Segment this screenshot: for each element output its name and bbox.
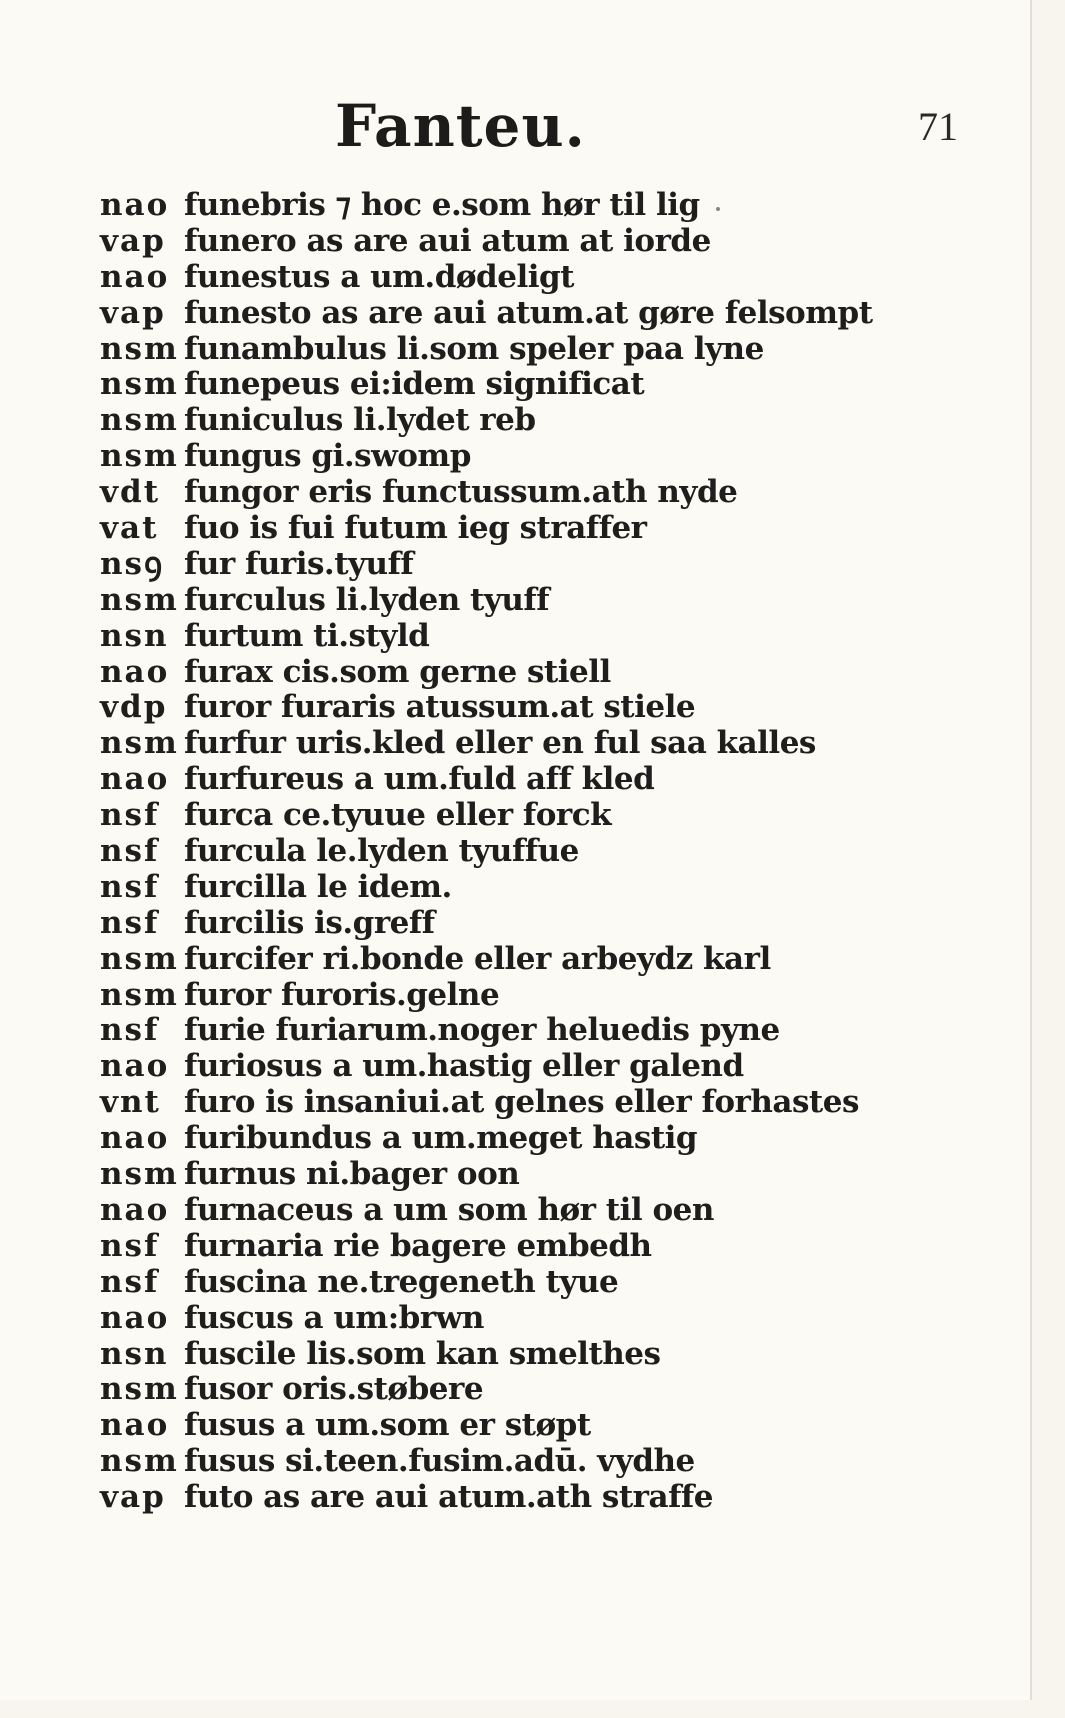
entry-text: furtum ti.styld	[184, 617, 430, 654]
grammar-code: vdp	[100, 689, 168, 726]
entry-text: furo is insaniui.at gelnes eller forhastes	[184, 1084, 859, 1121]
page-number: 71	[918, 104, 958, 149]
dictionary-entry	[100, 1121, 980, 1157]
grammar-code: nsf	[100, 868, 160, 905]
entry-text: furcifer ri.bonde eller arbeydz karl	[184, 940, 771, 977]
dictionary-entry	[100, 547, 980, 583]
entry-text: fungus gi.swomp	[184, 438, 471, 475]
grammar-code: nsm	[100, 330, 179, 367]
grammar-code: nao	[100, 1191, 170, 1228]
grammar-code: vap	[100, 1479, 166, 1516]
dictionary-entry	[100, 870, 980, 906]
entry-text: furie furiarum.noger heluedis pyne	[184, 1012, 780, 1049]
grammar-code: nsf	[100, 1012, 160, 1049]
grammar-code: vap	[100, 294, 166, 331]
grammar-code: nao	[100, 1299, 170, 1336]
entry-text: funestus a um.dødeligt	[184, 258, 575, 295]
dictionary-entry	[100, 403, 980, 439]
dictionary-entry	[100, 906, 980, 942]
grammar-code: nsm	[100, 1371, 179, 1408]
entry-text: furcula le.lyden tyuffue	[184, 833, 579, 870]
grammar-code: nao	[100, 653, 170, 690]
dictionary-entry	[100, 762, 980, 798]
grammar-code: nao	[100, 1120, 170, 1157]
grammar-code: nsf	[100, 1263, 160, 1300]
entry-text: funambulus li.som speler paa lyne	[184, 330, 764, 367]
dictionary-entry	[100, 1229, 980, 1265]
grammar-code: nsf	[100, 904, 160, 941]
dictionary-entry	[100, 655, 980, 691]
entry-text: furcilla le idem.	[184, 868, 452, 905]
grammar-code: vat	[100, 510, 159, 547]
grammar-code: nsn	[100, 1335, 169, 1372]
grammar-code: nao	[100, 258, 170, 295]
dictionary-entry	[100, 1193, 980, 1229]
grammar-code: nao	[100, 1048, 170, 1085]
dictionary-entry	[100, 798, 980, 834]
entry-text: funiculus li.lydet reb	[184, 402, 536, 439]
dictionary-entry	[100, 1157, 980, 1193]
grammar-code: nsf	[100, 833, 160, 870]
entry-text: funebris ⁊ hoc e.som hør til lig	[184, 187, 700, 223]
entry-text: fuscus a um:brwn	[184, 1299, 484, 1336]
grammar-code: nsm	[100, 366, 179, 403]
grammar-code: vnt	[100, 1084, 161, 1121]
dictionary-entry	[100, 1049, 980, 1085]
dictionary-entry	[100, 690, 980, 726]
entry-text: furnaceus a um som hør til oen	[184, 1191, 714, 1228]
entry-text: furculus li.lyden tyuff	[184, 581, 550, 618]
page-heading: Fanteu.	[335, 92, 586, 160]
entry-text: fusus si.teen.fusim.adū. vydhe	[184, 1443, 695, 1480]
dictionary-entry	[100, 834, 980, 870]
entry-text: furor furoris.gelne	[184, 976, 500, 1013]
entry-text: furiosus a um.hastig eller galend	[184, 1048, 744, 1085]
entry-text: funepeus ei:idem significat	[184, 366, 645, 403]
dictionary-entry	[100, 1085, 980, 1121]
dictionary-entry	[100, 726, 980, 762]
dictionary-entry	[100, 475, 980, 511]
entry-text: fuscile lis.som kan smelthes	[184, 1335, 661, 1372]
dictionary-entry	[100, 367, 980, 403]
dictionary-entry	[100, 511, 980, 547]
grammar-code: nsf	[100, 1227, 160, 1264]
dictionary-entry	[100, 332, 980, 368]
dictionary-entry	[100, 224, 980, 260]
entry-text: funero as are aui atum at iorde	[184, 222, 711, 259]
entry-text: fur furis.tyuff	[184, 545, 414, 582]
dictionary-entry	[100, 942, 980, 978]
dictionary-entry	[100, 260, 980, 296]
entry-text: furnaria rie bagere embedh	[184, 1227, 652, 1264]
entry-text: funesto as are aui atum.at gøre felsompt	[184, 294, 873, 331]
dictionary-entry	[100, 1265, 980, 1301]
grammar-code: nao	[100, 1407, 170, 1444]
grammar-code: nsm	[100, 402, 179, 439]
dictionary-entry	[100, 1372, 980, 1408]
entry-text: futo as are aui atum.ath straffe	[184, 1479, 713, 1516]
grammar-code: nsf	[100, 797, 160, 834]
dictionary-entry	[100, 439, 980, 475]
dictionary-entries	[100, 188, 980, 1516]
entry-text: furor furaris atussum.at stiele	[184, 689, 696, 726]
grammar-code: nsm	[100, 976, 179, 1013]
dictionary-entry	[100, 583, 980, 619]
grammar-code: vap	[100, 222, 166, 259]
dictionary-entry	[100, 1013, 980, 1049]
dictionary-entry	[100, 188, 980, 224]
dictionary-entry	[100, 619, 980, 655]
entry-text: fusus a um.som er støpt	[184, 1407, 591, 1444]
grammar-code: nsꝯ	[100, 545, 165, 582]
dictionary-entry	[100, 1301, 980, 1337]
grammar-code: nao	[100, 761, 170, 798]
grammar-code: nsm	[100, 1156, 179, 1193]
entry-text: fuscina ne.tregeneth tyue	[184, 1263, 619, 1300]
grammar-code: nsm	[100, 438, 179, 475]
entry-text: furfur uris.kled eller en ful saa kalles	[184, 725, 816, 762]
grammar-code: vdt	[100, 474, 161, 511]
grammar-code: nao	[100, 187, 170, 223]
grammar-code: nsm	[100, 581, 179, 618]
entry-text: furnus ni.bager oon	[184, 1156, 520, 1193]
entry-text: furax cis.som gerne stiell	[184, 653, 611, 690]
dictionary-entry	[100, 1408, 980, 1444]
entry-text: furca ce.tyuue eller forck	[184, 797, 612, 834]
grammar-code: nsm	[100, 940, 179, 977]
grammar-code: nsm	[100, 1443, 179, 1480]
dictionary-entry	[100, 1480, 980, 1516]
entry-text: fuo is fui futum ieg straffer	[184, 510, 647, 547]
entry-text: furfureus a um.fuld aff kled	[184, 761, 655, 798]
grammar-code: nsn	[100, 617, 169, 654]
entry-text: furibundus a um.meget hastig	[184, 1120, 698, 1157]
entry-text: furcilis is.greff	[184, 904, 435, 941]
entry-text: fusor oris.støbere	[184, 1371, 484, 1408]
dictionary-entry	[100, 1337, 980, 1373]
dictionary-entry	[100, 296, 980, 332]
dictionary-entry	[100, 1444, 980, 1480]
dictionary-entry	[100, 978, 980, 1014]
grammar-code: nsm	[100, 725, 179, 762]
print-speck	[716, 207, 720, 211]
entry-text: fungor eris functussum.ath nyde	[184, 474, 738, 511]
